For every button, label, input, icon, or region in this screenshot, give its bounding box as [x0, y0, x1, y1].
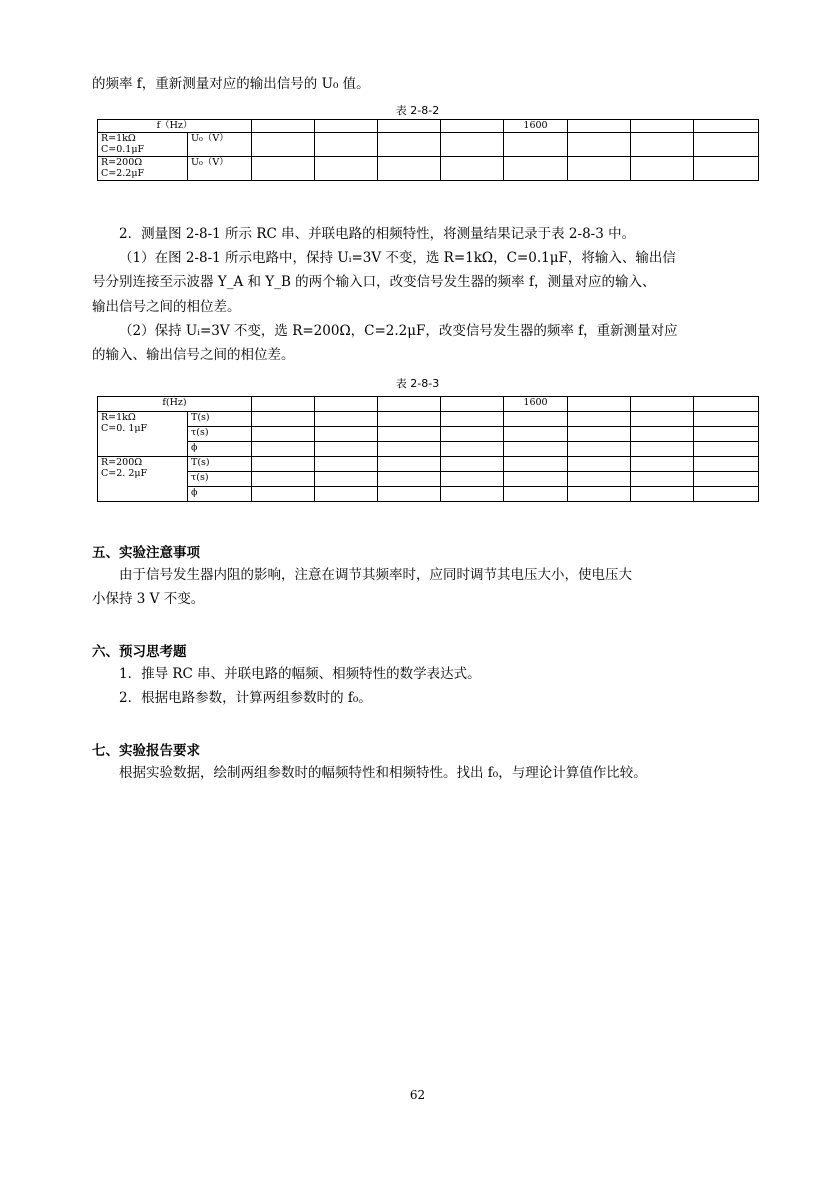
table-row — [98, 472, 759, 487]
freq-header-cell: f（Hz） — [98, 120, 252, 133]
step-2-line: （2）保持 Uᵢ=3V 不变，选 R=200Ω，C=2.2μF，改变信号发生器的频率 f，重新测量对应 — [119, 323, 678, 339]
param-cell — [98, 133, 188, 157]
param-c: C=2.2μF — [101, 168, 145, 179]
table-row — [98, 457, 759, 472]
table-row — [98, 133, 759, 157]
step-1-line: 输出信号之间的相位差。 — [92, 299, 241, 315]
param-r: R=1kΩ — [101, 133, 136, 144]
freq-header-cell: f(Hz) — [98, 397, 252, 412]
quantity-cell: T(s) — [188, 412, 252, 427]
table-row — [98, 412, 759, 427]
section-5-title: 五、实验注意事项 — [92, 545, 200, 561]
section-5-line: 由于信号发生器内阻的影响，注意在调节其频率时，应同时调节其电压大小，使电压大 — [119, 567, 632, 583]
table-2-8-3 — [97, 396, 759, 502]
quantity-cell: ϕ — [188, 442, 252, 457]
table-row — [98, 427, 759, 442]
quantity-cell: U₀（V） — [188, 133, 252, 157]
table-2-8-2-caption: 表 2-8-2 — [395, 104, 440, 117]
table-row — [98, 157, 759, 181]
page-number: 62 — [409, 1088, 426, 1102]
quantity-cell: ϕ — [188, 487, 252, 502]
table-row — [98, 487, 759, 502]
param-cell — [98, 457, 188, 502]
param-c: C=0. 1μF — [101, 423, 148, 434]
param-r: R=200Ω — [101, 157, 143, 168]
section-6-item: 1．推导 RC 串、并联电路的幅频、相频特性的数学表达式。 — [119, 666, 481, 682]
section-5-line: 小保持 3 V 不变。 — [92, 591, 205, 607]
table-row — [98, 397, 759, 412]
quantity-cell: T(s) — [188, 457, 252, 472]
section-7-title: 七、实验报告要求 — [92, 743, 200, 759]
table-row — [98, 442, 759, 457]
item-2-text: 2．测量图 2-8-1 所示 RC 串、并联电路的相频特性，将测量结果记录于表 2-8-3 中。 — [119, 226, 636, 242]
quantity-cell: τ(s) — [188, 472, 252, 487]
intro-text: 的频率 f，重新测量对应的输出信号的 U₀ 值。 — [92, 76, 370, 92]
param-cell — [98, 157, 188, 181]
step-2-line: 的输入、输出信号之间的相位差。 — [92, 347, 295, 363]
param-c: C=0.1μF — [101, 144, 145, 155]
quantity-cell: U₀（V） — [188, 157, 252, 181]
table-row — [98, 120, 759, 133]
param-r: R=1kΩ — [101, 412, 136, 423]
param-r: R=200Ω — [101, 457, 143, 468]
section-6-title: 六、预习思考题 — [92, 644, 187, 660]
section-7-line: 根据实验数据，绘制两组参数时的幅频特性和相频特性。找出 f₀，与理论计算值作比较。 — [119, 765, 647, 781]
freq-value-cell: 1600 — [504, 397, 568, 412]
quantity-cell: τ(s) — [188, 427, 252, 442]
param-cell — [98, 412, 188, 457]
section-6-item: 2．根据电路参数，计算两组参数时的 f₀。 — [119, 690, 372, 706]
step-1-line: 号分别连接至示波器 Y_A 和 Y_B 的两个输入口，改变信号发生器的频率 f，测量对应的输入、 — [92, 274, 656, 290]
freq-value-cell: 1600 — [504, 120, 568, 133]
param-c: C=2. 2μF — [101, 468, 148, 479]
step-1-line: （1）在图 2-8-1 所示电路中，保持 Uᵢ=3V 不变，选 R=1kΩ，C=0.1μF，将输入、输出信 — [119, 250, 676, 266]
table-2-8-2 — [97, 119, 759, 181]
table-2-8-3-caption: 表 2-8-3 — [395, 377, 440, 390]
